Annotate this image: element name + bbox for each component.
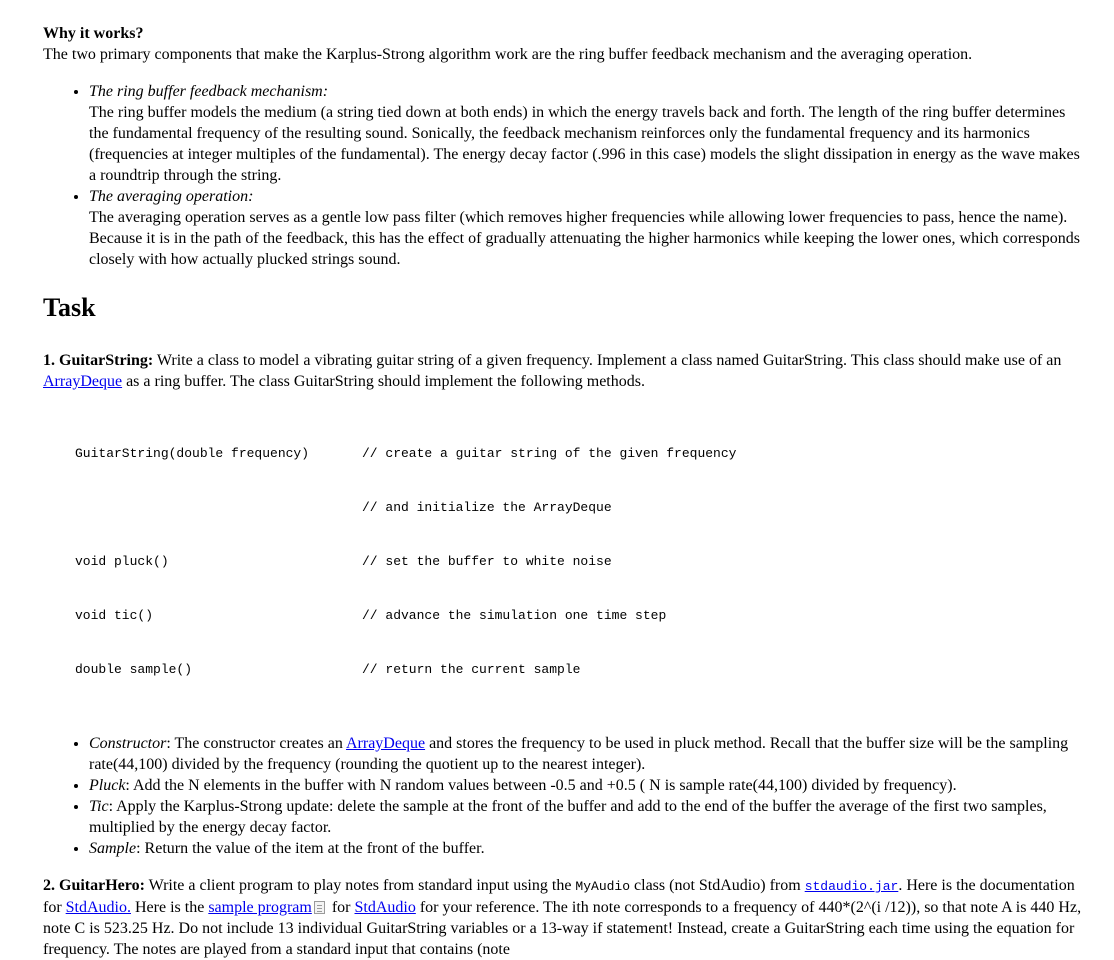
sample-program-link[interactable]: sample program bbox=[208, 899, 312, 916]
code-signature: void pluck() bbox=[75, 554, 169, 569]
code-comment: // set the buffer to white noise bbox=[362, 554, 612, 569]
guitar-hero-text-6: for your reference. The ith note corresponds to a frequency of 440*(2^(i /12)), so that note A is 440 Hz, note C is 523.25 Hz. Do not include 13 individual GuitarString variables or a 13-way if statement! Instead, create a GuitarString each time using the equation for frequency. The notes are played from a standard input that contains (note bbox=[43, 899, 1082, 958]
guitar-hero-label: 2. GuitarHero: bbox=[43, 877, 145, 894]
guitar-hero-text-4: Here is the bbox=[131, 899, 209, 916]
guitar-hero-text-1: Write a client program to play notes from standard input using the bbox=[144, 877, 576, 894]
stdaudio-link[interactable]: StdAudio bbox=[354, 899, 416, 916]
pluck-text: : Add the N elements in the buffer with N random values between -0.5 and +0.5 ( N is sample rate(44,100) divided by frequency). bbox=[125, 777, 957, 794]
task-heading: Task bbox=[43, 293, 96, 322]
sample-title: Sample bbox=[89, 840, 137, 857]
code-line bbox=[75, 553, 1083, 571]
code-line bbox=[75, 607, 1083, 625]
methods-list bbox=[43, 733, 1083, 859]
stdaudio-doc-link[interactable]: StdAudio. bbox=[65, 899, 131, 916]
constructor-title: Constructor bbox=[89, 735, 167, 752]
ring-buffer-title: The ring buffer feedback mechanism: bbox=[89, 83, 329, 100]
guitar-hero-paragraph bbox=[43, 875, 1083, 960]
list-item bbox=[89, 81, 1083, 186]
list-item bbox=[89, 796, 1083, 838]
code-comment: // advance the simulation one time step bbox=[362, 608, 667, 623]
ring-buffer-body: The ring buffer models the medium (a string tied down at both ends) in which the energy travels back and forth. The length of the ring buffer determines the fundamental frequency of the resulting sound. Sonically, the feedback mechanism reinforces only the fundamental frequency and its harmonics (frequencies at integer multiples of the fundamental). The energy decay factor (.996 in this case) models the slight dissipation in energy as the wave makes a roundtrip through the string. bbox=[89, 104, 1080, 184]
why-heading: Why it works? bbox=[43, 25, 144, 42]
guitar-string-text-2: as a ring buffer. The class GuitarString should implement the following methods. bbox=[122, 373, 645, 390]
guitar-hero-text-3: . Here is the documentation for bbox=[43, 877, 1075, 916]
sample-text: : Return the value of the item at the front of the buffer. bbox=[136, 840, 485, 857]
arraydeque-link[interactable]: ArrayDeque bbox=[43, 373, 123, 390]
list-item bbox=[89, 838, 1083, 859]
code-line bbox=[75, 661, 1083, 679]
code-comment: // and initialize the ArrayDeque bbox=[362, 500, 612, 515]
guitar-hero-text-5: for bbox=[327, 899, 355, 916]
averaging-title: The averaging operation: bbox=[89, 188, 254, 205]
tic-text: : Apply the Karplus-Strong update: delete the sample at the front of the buffer and add to the end of the buffer the average of the first two samples, multiplied by the energy decay factor. bbox=[89, 798, 1047, 836]
why-list bbox=[43, 81, 1083, 270]
tic-title: Tic bbox=[89, 798, 109, 815]
document-icon bbox=[314, 901, 325, 914]
guitar-string-paragraph bbox=[43, 350, 1083, 392]
constructor-text-1: : The constructor creates an bbox=[166, 735, 346, 752]
constructor-text-2: and stores the frequency to be used in pluck method. Recall that the buffer size will be the sampling rate(44,100) divided by the frequency (rounding the quotient up to the nearest integer). bbox=[89, 735, 1069, 773]
code-signature: double sample() bbox=[75, 662, 193, 677]
code-signature: void tic() bbox=[75, 608, 154, 623]
why-intro: The two primary components that make the Karplus-Strong algorithm work are the ring buffer feedback mechanism and the averaging operation. bbox=[43, 46, 973, 63]
list-item bbox=[89, 733, 1083, 775]
code-signature bbox=[75, 499, 362, 517]
averaging-body: The averaging operation serves as a gentle low pass filter (which removes higher frequencies while allowing lower frequencies to pass, hence the name). Because it is in the path of the feedback, this has the effect of gradually attenuating the higher harmonics while keeping the lower ones, which corresponds closely with how actually plucked strings sound. bbox=[89, 209, 1080, 268]
method-signatures-code bbox=[43, 409, 1083, 715]
guitar-string-text-1: Write a class to model a vibrating guitar string of a given frequency. Implement a class named GuitarString. This class should make use of an bbox=[153, 352, 1062, 369]
arraydeque-link-2[interactable]: ArrayDeque bbox=[345, 735, 426, 752]
document-content bbox=[43, 23, 1083, 960]
list-item bbox=[89, 775, 1083, 796]
list-item bbox=[89, 186, 1083, 270]
guitar-hero-text-2: class (not StdAudio) from bbox=[630, 877, 805, 894]
guitar-string-label: 1. GuitarString: bbox=[43, 352, 154, 369]
stdaudio-jar-link[interactable]: stdaudio.jar bbox=[804, 879, 899, 894]
code-line bbox=[75, 499, 1083, 517]
code-comment: // create a guitar string of the given frequency bbox=[362, 446, 737, 461]
code-comment: // return the current sample bbox=[362, 662, 581, 677]
pluck-title: Pluck bbox=[89, 777, 126, 794]
myaudio-code: MyAudio bbox=[575, 879, 631, 894]
code-line bbox=[75, 445, 1083, 463]
code-signature: GuitarString(double frequency) bbox=[75, 446, 310, 461]
